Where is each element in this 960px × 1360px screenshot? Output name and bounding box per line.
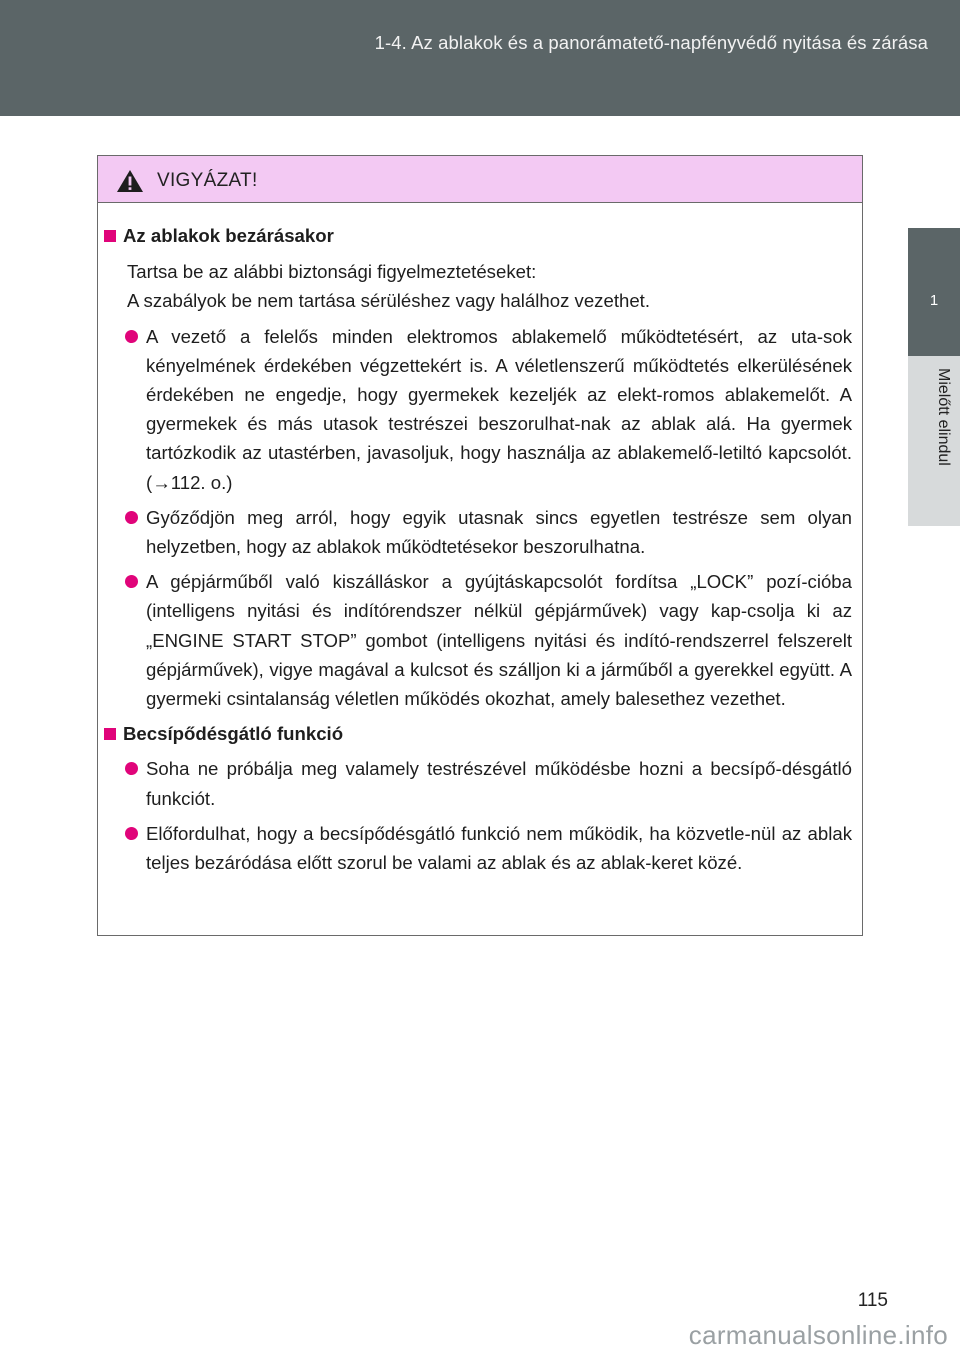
intro-line-1: Tartsa be az alábbi biztonsági figyelmeztetéseket:: [127, 261, 537, 283]
bullet-dot-icon: [125, 827, 138, 840]
intro-text: [103, 257, 852, 315]
list-item: [103, 819, 852, 877]
chapter-side-band: [908, 356, 960, 526]
page-header: [0, 0, 960, 116]
section-heading-text: Becsípődésgátló funkció: [123, 723, 344, 745]
list-item-text: Előfordulhat, hogy a becsípődésgátló funkció nem működik, ha közvetle-nül az ablak teljes bezáródása előtt szorul be valami az ablak és az ablak-keret közé.: [146, 822, 852, 874]
intro-line-2: A szabályok be nem tartása sérüléshez vagy halálhoz vezethet.: [127, 290, 650, 312]
square-bullet-icon: [104, 230, 116, 242]
caution-box: [97, 155, 863, 936]
list-item-text: Soha ne próbálja meg valamely testrészével működésbe hozni a becsípő-désgátló funkciót.: [146, 758, 852, 809]
list-item-text: Győződjön meg arról, hogy egyik utasnak sincs egyetlen testrésze sem olyan helyzetben, hogy az ablakok működtetésekor beszorulhatna.: [146, 506, 852, 558]
square-bullet-icon: [104, 728, 116, 740]
bullet-dot-icon: [125, 575, 138, 588]
bullet-dot-icon: [125, 762, 138, 775]
section-heading-text: Az ablakok bezárásakor: [123, 225, 334, 246]
chapter-title: 1-4. Az ablakok és a panorámatető-napfényvédő nyitása és zárása: [374, 32, 928, 53]
list-item: [103, 567, 852, 713]
list-item-text: A vezető a felelős minden elektromos ablakemelő működtetésért, az uta-sok kényelmének érdekében végzettekért is. A véletlenszerű működtetés elkerülésének érdekében ne engedje, hogy gyermekek kezeljék az elekt-romos ablakemelőt. A gyermekek és más utasok testrészei beszorulhat-nak az ablak alá. Ha gyermek tartózkodik az utastérben, javasoljuk, hogy használja az ablakemelő-letiltó kapcsolót. (→112. o.): [146, 325, 852, 493]
list-item: [103, 754, 852, 812]
caution-header: [98, 156, 862, 203]
list-item: [103, 503, 852, 561]
section-heading: [103, 221, 852, 250]
bullet-dot-icon: [125, 330, 138, 343]
chapter-label: Mielőtt elindul: [935, 368, 952, 466]
list-item-text: A gépjárműből való kiszálláskor a gyújtáskapcsolót fordítsa „LOCK” pozí-cióba (intelligens nyitási és indítórendszer nélkül gépjárművek) vagy kap-csolja ki az „ENGINE START STOP” gombot (intelligens nyitási és indító-rendszerrel felszerelt gépjárművek), vigye magával a kulcsot és szálljon ki a járműből a gyerekkel együtt. A gyermeki csintalanság véletlen működés okozhat, amely balesethez vezethet.: [146, 571, 852, 710]
warning-triangle-icon: [116, 169, 144, 193]
caution-content: [98, 203, 862, 877]
section-heading: [103, 719, 852, 748]
page-number: 115: [857, 1290, 888, 1311]
chapter-number: 1: [929, 292, 939, 309]
caution-title: VIGYÁZAT!: [157, 170, 258, 191]
watermark: carmanualsonline.info: [688, 1320, 948, 1350]
chapter-tab: [908, 228, 960, 356]
bullet-dot-icon: [125, 511, 138, 524]
list-item: [103, 322, 852, 497]
